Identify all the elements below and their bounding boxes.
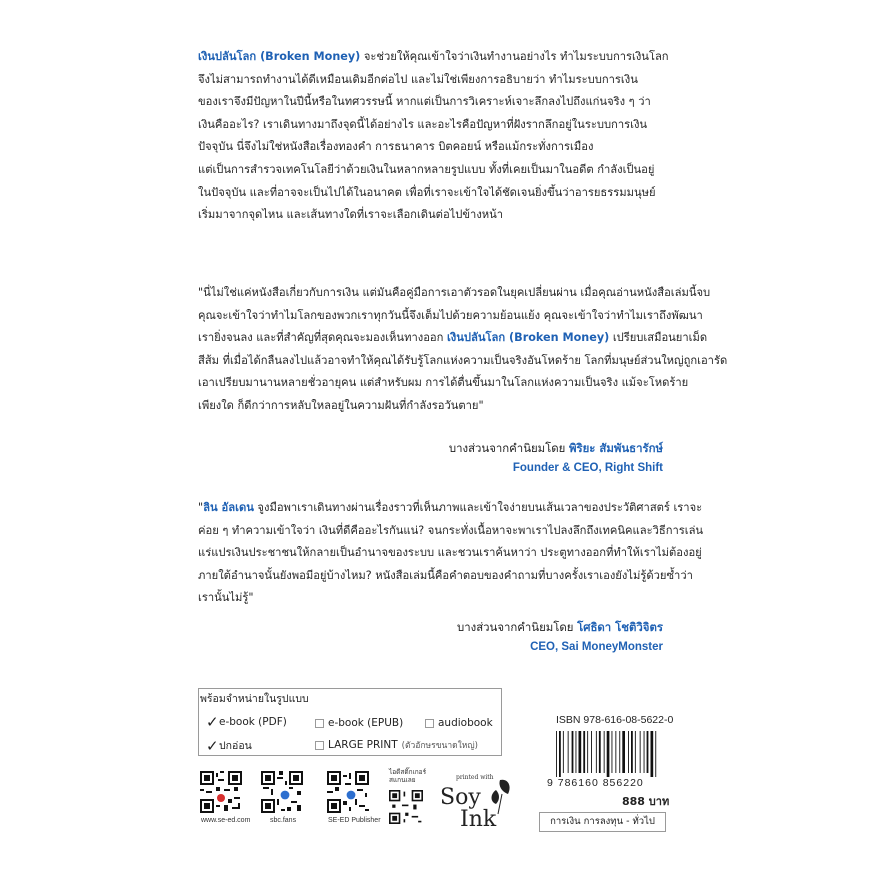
formats-title: พร้อมจำหน่ายในรูปแบบ bbox=[200, 693, 309, 705]
book-title-highlight: เงินปลันโลก (Broken Money) bbox=[446, 331, 610, 345]
testimonial-1: "นี่ไม่ใช่แค่หนังสือเกี่ยวกับการเงิน แต่มันคือคู่มือการเอาตัวรอดในยุคเปลี่ยนผ่าน เมื่อคุณอ่านหนังสือเล่มนี้จบ คุณจะเข้าใจว่าทำไมโลกของพวกเราทุกวันนี้จึงเต็มไปด้วยความย้อนแย้ง คุณจะเข้าใจว่าทำไมเราถึงพัฒนา เรายิ่งจนลง และที่สำคัญที่สุดคุณจะมองเห็นทางออก เงินปลันโลก (Broken Money) เปรียบเสมือนยาเม็ด สีส้ม ที่เมื่อได้กลืนลงไปแล้วอาจทำให้คุณได้รับรู้โลกแห่งความเป็นจริงอันโหดร้าย โลกที่มนุษย์ส่วนใหญ่ถูกเอารัด เอาเปรียบมานานหลายชั่วอายุคน แต่สำหรับผม การได้ตื่นขึ้นมาในโลกแห่งความเป็นจริง แม้จะโหดร้าย เพียงใด ก็ดีกว่าการหลับใหลอยู่ในความฝันที่กำลังรอวันตาย" bbox=[198, 286, 728, 412]
endorser-role: Founder & CEO, Right Shift bbox=[512, 462, 663, 474]
barcode-bar bbox=[604, 731, 605, 773]
isbn-number: ISBN 978-616-08-5622-0 bbox=[556, 714, 674, 726]
barcode-bar bbox=[651, 731, 654, 777]
barcode-bar bbox=[607, 731, 610, 777]
barcode-bar bbox=[596, 731, 597, 773]
barcode-bar bbox=[599, 731, 601, 773]
barcode bbox=[555, 731, 663, 777]
barcode-bar bbox=[568, 731, 569, 773]
soy-ink-logo bbox=[438, 770, 518, 830]
barcode-bar bbox=[591, 731, 592, 773]
barcode-bar bbox=[619, 731, 620, 773]
qr-label: sbc.fans bbox=[270, 817, 297, 824]
qr-code-facebook-publisher[interactable] bbox=[327, 771, 369, 813]
barcode-bar bbox=[644, 731, 645, 773]
testimonial-1-attribution: บางส่วนจากคำนิยมโดย พิริยะ สัมพันธารักษ์ Founder & CEO, Right Shift bbox=[449, 438, 663, 478]
checkbox-icon bbox=[315, 719, 324, 728]
barcode-bar bbox=[579, 731, 582, 773]
qr-code-website[interactable] bbox=[200, 771, 242, 813]
soy-ink-word-soy: Soy bbox=[440, 785, 481, 810]
intro-line: เงินปลันโลก (Broken Money) จะช่วยให้คุณเข้าใจว่าเงินทำงานอย่างไร ทำไมระบบการเงินโลก bbox=[198, 50, 669, 63]
format-large-print: LARGE PRINT (ตัวอักษรขนาดใหญ่) bbox=[315, 738, 478, 752]
qr-label: www.se-ed.com bbox=[201, 817, 251, 824]
barcode-bar bbox=[556, 731, 557, 777]
barcode-bar bbox=[647, 731, 649, 773]
intro-line: ของเราจึงมีปัญหาในปีนี้หรือในทศวรรษนี้ หากแต่เป็นการวิเคราะห์เจาะลึกลงไปถึงแก่นจริง ๆ ว่า bbox=[198, 95, 651, 109]
intro-line: เริ่มมาจากจุดไหน และเส้นทางใดที่เราจะเลือกเดินต่อไปข้างหน้า bbox=[198, 208, 504, 222]
barcode-bar bbox=[615, 731, 616, 773]
barcode-bar bbox=[640, 731, 641, 773]
qr-label: SE-ED Publisher bbox=[328, 817, 381, 824]
barcode-bar bbox=[635, 731, 636, 773]
barcode-bar bbox=[563, 731, 564, 773]
format-ebook-epub: e-book (EPUB) bbox=[315, 717, 403, 729]
barcode-bar bbox=[583, 731, 585, 773]
format-ebook-pdf: ✓ e-book (PDF) bbox=[206, 713, 287, 731]
intro-line: แต่เป็นการสำรวจเทคโนโลยีว่าด้วยเงินในหลากหลายรูปแบบ ทั้งที่เคยเป็นมาในอดีต กำลังเป็นอยู่ bbox=[198, 162, 655, 176]
format-audiobook: audiobook bbox=[425, 717, 493, 729]
author-name-highlight: ลิน อัลเดน bbox=[203, 501, 254, 514]
barcode-bar bbox=[559, 731, 561, 777]
checkbox-icon bbox=[315, 741, 324, 750]
soy-ink-word-ink: Ink bbox=[460, 807, 497, 832]
checkmark-icon: ✓ bbox=[206, 736, 219, 755]
barcode-bar bbox=[628, 731, 629, 773]
intro-line: ในปัจจุบัน และที่อาจจะเป็นไปได้ในอนาคต เพื่อที่เราจะเข้าใจได้ชัดเจนยิ่งขึ้นว่าอารยธรรมมนุษย์ bbox=[198, 185, 656, 199]
qr-label: ไอดีสติ๊กเกอร์ สแกนเลย bbox=[389, 769, 427, 784]
qr-code-line-sticker[interactable] bbox=[389, 790, 423, 824]
category-label: การเงิน การลงทุน - ทั่วไป bbox=[539, 812, 666, 832]
barcode-bar bbox=[655, 731, 656, 777]
endorser-name: โศธิดา โชติวิจิตร bbox=[577, 620, 663, 634]
barcode-bar bbox=[631, 731, 633, 773]
barcode-bar bbox=[612, 731, 613, 773]
testimonial-2-attribution: บางส่วนจากคำนิยมโดย โศธิดา โชติวิจิตร CEO, Sai MoneyMonster bbox=[457, 617, 663, 657]
qr-code-facebook-sbc[interactable] bbox=[261, 771, 303, 813]
testimonial-2: "ลิน อัลเดน จูงมือพาเราเดินทางผ่านเรื่องราวที่เห็นภาพและเข้าใจง่ายบนเส้นเวลาของประวัติศาสตร์ เราจะ ค่อย ๆ ทำความเข้าใจว่า เงินที่ดีคืออะไรกันแน่? จนกระทั่งเนื้อหาจะพาเราไปลงลึกถึงเทคนิคและวิธีการเล่น แร่แปรเงินประชาชนให้กลายเป็นอำนาจของระบบ และชวนเราค้นหาว่า ประตูทางออกที่ทำให้เราไม่ต้องอยู่ ภายใต้อำนาจนั้นยังพอมีอยู่บ้างไหม? หนังสือเล่มนี้คือคำตอบของคำถามที่บางครั้งเราเองยังไม่รู้ด้วยซ้ำว่า เรานั้นไม่รู้" bbox=[198, 501, 704, 605]
endorser-name: พิริยะ สัมพันธารักษ์ bbox=[568, 441, 663, 455]
barcode-bar bbox=[622, 731, 625, 773]
intro-line: เงินคืออะไร? เราเดินทางมาถึงจุดนี้ได้อย่างไร และอะไรคือปัญหาที่ฝังรากลึกอยู่ในระบบการเงิน bbox=[198, 117, 648, 131]
soy-ink-caption: printed with bbox=[456, 774, 494, 781]
barcode-bar bbox=[576, 731, 577, 773]
book-title-highlight: เงินปลันโลก (Broken Money) bbox=[198, 50, 361, 63]
endorser-role: CEO, Sai MoneyMonster bbox=[530, 641, 663, 653]
checkmark-icon: ✓ bbox=[206, 713, 219, 731]
intro-line: จึงไม่สามารถทำงานได้ดีเหมือนเดิมอีกต่อไป และไม่ใช่เพียงการอธิบายว่า ทำไมระบบการเงิน bbox=[198, 72, 638, 86]
barcode-digits: 9 786160 856220 bbox=[547, 777, 644, 789]
barcode-bar bbox=[587, 731, 588, 773]
format-paperback: ✓ ปกอ่อน bbox=[206, 736, 252, 755]
intro-paragraph bbox=[198, 46, 669, 227]
checkbox-icon bbox=[425, 719, 434, 728]
price: 888 บาท bbox=[622, 795, 670, 808]
barcode-bar bbox=[572, 731, 574, 773]
intro-line: ปัจจุบัน นี่จึงไม่ใช่หนังสือเรื่องทองคำ การธนาคาร บิตคอยน์ หรือแม้กระทั่งการเมือง bbox=[198, 140, 594, 154]
